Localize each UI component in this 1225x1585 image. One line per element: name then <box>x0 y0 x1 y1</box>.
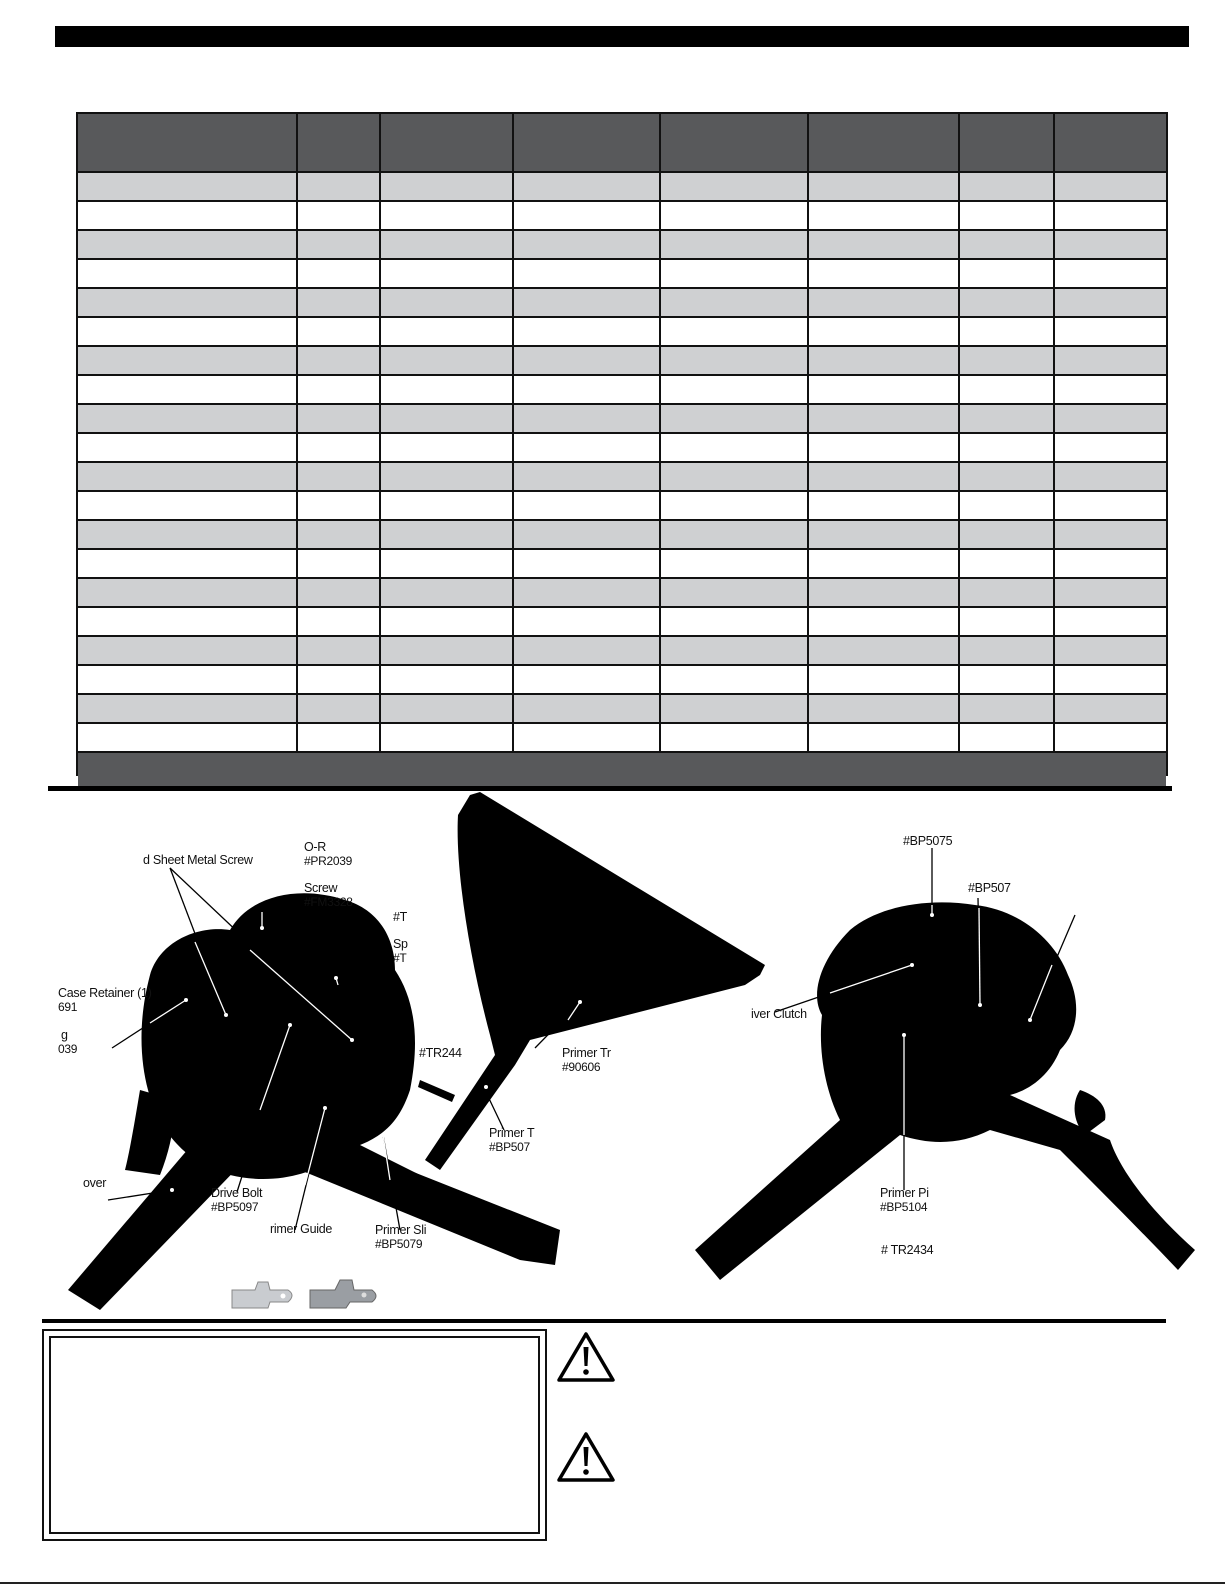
table-cell <box>1055 492 1166 519</box>
label-bp507-right: #BP507 <box>968 881 1011 895</box>
table-cell <box>514 231 661 258</box>
table-cell <box>809 376 960 403</box>
table-cell <box>298 434 381 461</box>
note-box <box>42 1329 547 1541</box>
table-cell <box>809 231 960 258</box>
table-cell <box>809 318 960 345</box>
table-cell <box>809 434 960 461</box>
table-cell <box>78 405 298 432</box>
table-cell <box>960 550 1055 577</box>
table-cell <box>1055 260 1166 287</box>
table-cell <box>661 637 809 664</box>
table-row <box>78 463 1166 492</box>
table-cell <box>809 202 960 229</box>
table-cell <box>78 666 298 693</box>
table-row <box>78 608 1166 637</box>
table-cell <box>78 202 298 229</box>
table-row <box>78 347 1166 376</box>
table-row <box>78 405 1166 434</box>
table-cell <box>1055 347 1166 374</box>
table-cell <box>809 724 960 751</box>
table-cell <box>78 231 298 258</box>
table-cell <box>381 550 514 577</box>
table-cell <box>298 724 381 751</box>
table-cell <box>298 231 381 258</box>
table-row <box>78 637 1166 666</box>
table-cell <box>78 608 298 635</box>
table-row <box>78 724 1166 753</box>
warning-triangle-icon <box>556 1331 616 1383</box>
label-screw: Screw #FM3328 <box>304 881 353 909</box>
label-o-ring-left: g 039 <box>58 1028 78 1056</box>
table-cell <box>298 695 381 722</box>
table-cell <box>661 724 809 751</box>
table-cell <box>78 492 298 519</box>
table-cell <box>1055 405 1166 432</box>
table-cell <box>514 405 661 432</box>
table-cell <box>298 318 381 345</box>
warning-triangle-icon <box>556 1431 616 1483</box>
table-cell <box>78 347 298 374</box>
label-primer-pin: Primer Pi #BP5104 <box>880 1186 929 1214</box>
table-cell <box>661 260 809 287</box>
label-sheet-metal-screw: d Sheet Metal Screw <box>143 853 253 867</box>
table-cell <box>78 376 298 403</box>
table-cell <box>661 579 809 606</box>
table-cell <box>960 666 1055 693</box>
table-cell <box>298 579 381 606</box>
table-cell <box>514 202 661 229</box>
table-cell <box>809 608 960 635</box>
table-cell <box>1055 231 1166 258</box>
table-cell <box>381 347 514 374</box>
table-cell <box>78 173 298 200</box>
table-cell <box>1055 376 1166 403</box>
table-row <box>78 318 1166 347</box>
label-primer-tray: Primer Tr #90606 <box>562 1046 611 1074</box>
table-cell <box>1055 434 1166 461</box>
table-cell <box>381 173 514 200</box>
table-row <box>78 434 1166 463</box>
table-cell <box>809 666 960 693</box>
table-cell <box>809 463 960 490</box>
table-cell <box>78 724 298 751</box>
table-cell <box>809 347 960 374</box>
table-cell <box>809 550 960 577</box>
table-cell <box>381 666 514 693</box>
table-cell <box>514 492 661 519</box>
note-box-inner <box>49 1336 540 1534</box>
table-row <box>78 492 1166 521</box>
table-cell <box>381 434 514 461</box>
table-cell <box>661 521 809 548</box>
table-cell <box>661 173 809 200</box>
table-row <box>78 550 1166 579</box>
table-cell <box>78 521 298 548</box>
table-row <box>78 521 1166 550</box>
table-cell <box>809 260 960 287</box>
table-cell <box>514 260 661 287</box>
table-cell <box>381 463 514 490</box>
table-cell <box>960 231 1055 258</box>
table-cell <box>661 289 809 316</box>
table-cell <box>514 637 661 664</box>
table-cell <box>960 724 1055 751</box>
table-row <box>78 173 1166 202</box>
label-case-retainer: Case Retainer (1) 691 <box>58 986 152 1014</box>
table-cell <box>661 434 809 461</box>
label-cover: over <box>83 1176 107 1190</box>
table-cell <box>381 637 514 664</box>
right-body-silhouette <box>695 902 1195 1280</box>
table-cell <box>298 202 381 229</box>
table-header <box>78 114 1166 173</box>
table-cell <box>78 579 298 606</box>
table-cell <box>514 521 661 548</box>
table-cell <box>661 376 809 403</box>
table-cell <box>514 289 661 316</box>
table-cell <box>381 521 514 548</box>
table-cell <box>298 550 381 577</box>
table-row <box>78 579 1166 608</box>
table-cell <box>661 231 809 258</box>
table-cell <box>298 289 381 316</box>
table-cell <box>381 405 514 432</box>
table-cell <box>514 173 661 200</box>
table-cell <box>960 318 1055 345</box>
table-cell <box>960 521 1055 548</box>
table-row <box>78 231 1166 260</box>
table-cell <box>381 289 514 316</box>
table-cell <box>809 579 960 606</box>
table-footer <box>78 753 1166 786</box>
table-cell <box>298 173 381 200</box>
table-cell <box>514 666 661 693</box>
small-part-images <box>232 1280 376 1308</box>
table-row <box>78 695 1166 724</box>
label-tr244: #TR244 <box>419 1046 462 1060</box>
table-cell <box>809 405 960 432</box>
table-cell <box>1055 289 1166 316</box>
table-cell <box>298 637 381 664</box>
table-cell <box>661 318 809 345</box>
diagram-silhouettes <box>0 790 1225 1320</box>
table-cell <box>960 608 1055 635</box>
table-cell <box>514 724 661 751</box>
table-cell <box>1055 521 1166 548</box>
table-cell <box>960 434 1055 461</box>
table-cell <box>78 434 298 461</box>
table-row <box>78 260 1166 289</box>
table-cell <box>960 260 1055 287</box>
label-primer-slide: Primer Sli #BP5079 <box>375 1223 427 1251</box>
table-cell <box>298 492 381 519</box>
label-t-top: #T <box>393 910 407 924</box>
table-cell <box>661 492 809 519</box>
table-cell <box>78 550 298 577</box>
table-cell <box>514 318 661 345</box>
table-cell <box>960 579 1055 606</box>
table-cell <box>960 405 1055 432</box>
table-cell <box>514 608 661 635</box>
table-cell <box>661 405 809 432</box>
table-cell <box>298 666 381 693</box>
table-cell <box>661 608 809 635</box>
table-cell <box>1055 550 1166 577</box>
table-cell <box>960 376 1055 403</box>
label-drive-bolt: Drive Bolt #BP5097 <box>211 1186 263 1214</box>
table-cell <box>514 463 661 490</box>
table-row <box>78 202 1166 231</box>
table-cell <box>514 550 661 577</box>
label-driver-clutch: iver Clutch <box>751 1007 807 1021</box>
table-cell <box>809 492 960 519</box>
table-cell <box>960 202 1055 229</box>
table-cell <box>514 434 661 461</box>
table-cell <box>960 695 1055 722</box>
table-cell <box>661 666 809 693</box>
table-cell <box>381 492 514 519</box>
table-cell <box>809 521 960 548</box>
table-cell <box>381 376 514 403</box>
table-cell <box>381 231 514 258</box>
table-row <box>78 666 1166 695</box>
table-cell <box>381 202 514 229</box>
table-cell <box>960 173 1055 200</box>
primer-tray-silhouette <box>425 792 765 1170</box>
table-row <box>78 289 1166 318</box>
table-cell <box>1055 318 1166 345</box>
table-cell <box>960 463 1055 490</box>
exploded-parts-diagram <box>0 790 1225 1320</box>
table-cell <box>1055 695 1166 722</box>
table-cell <box>1055 637 1166 664</box>
table-cell <box>1055 173 1166 200</box>
table-cell <box>381 579 514 606</box>
table-cell <box>514 347 661 374</box>
table-row <box>78 376 1166 405</box>
table-cell <box>298 376 381 403</box>
table-cell <box>78 463 298 490</box>
label-spring: Sp #T <box>393 937 408 965</box>
table-cell <box>1055 608 1166 635</box>
table-cell <box>381 608 514 635</box>
table-cell <box>960 347 1055 374</box>
table-cell <box>514 695 661 722</box>
table-cell <box>661 202 809 229</box>
table-cell <box>1055 666 1166 693</box>
table-cell <box>661 347 809 374</box>
table-cell <box>661 463 809 490</box>
table-cell <box>1055 202 1166 229</box>
page-bottom-rule <box>0 1582 1225 1584</box>
table-cell <box>960 289 1055 316</box>
table-cell <box>381 724 514 751</box>
table-cell <box>298 521 381 548</box>
table-cell <box>809 173 960 200</box>
table-cell <box>809 695 960 722</box>
table-cell <box>298 608 381 635</box>
table-cell <box>78 289 298 316</box>
table-cell <box>298 260 381 287</box>
section-divider-bottom <box>42 1319 1166 1323</box>
table-cell <box>381 318 514 345</box>
top-black-bar <box>55 26 1189 47</box>
table-cell <box>960 492 1055 519</box>
table-cell <box>1055 463 1166 490</box>
table-cell <box>78 260 298 287</box>
label-primer-tube: Primer T #BP507 <box>489 1126 535 1154</box>
label-bp5075: #BP5075 <box>903 834 953 848</box>
table-cell <box>78 695 298 722</box>
table-cell <box>1055 579 1166 606</box>
label-primer-guide: rimer Guide <box>270 1222 332 1236</box>
table-cell <box>514 376 661 403</box>
label-tr2434: # TR2434 <box>881 1243 934 1257</box>
parts-table <box>76 112 1168 776</box>
table-cell <box>1055 724 1166 751</box>
table-cell <box>78 637 298 664</box>
table-cell <box>960 637 1055 664</box>
label-o-ring: O-R #PR2039 <box>304 840 352 868</box>
table-cell <box>78 318 298 345</box>
table-cell <box>661 550 809 577</box>
table-cell <box>381 260 514 287</box>
table-cell <box>381 695 514 722</box>
table-cell <box>298 405 381 432</box>
table-cell <box>298 347 381 374</box>
table-cell <box>298 463 381 490</box>
table-cell <box>514 579 661 606</box>
table-cell <box>809 637 960 664</box>
table-cell <box>809 289 960 316</box>
table-cell <box>661 695 809 722</box>
